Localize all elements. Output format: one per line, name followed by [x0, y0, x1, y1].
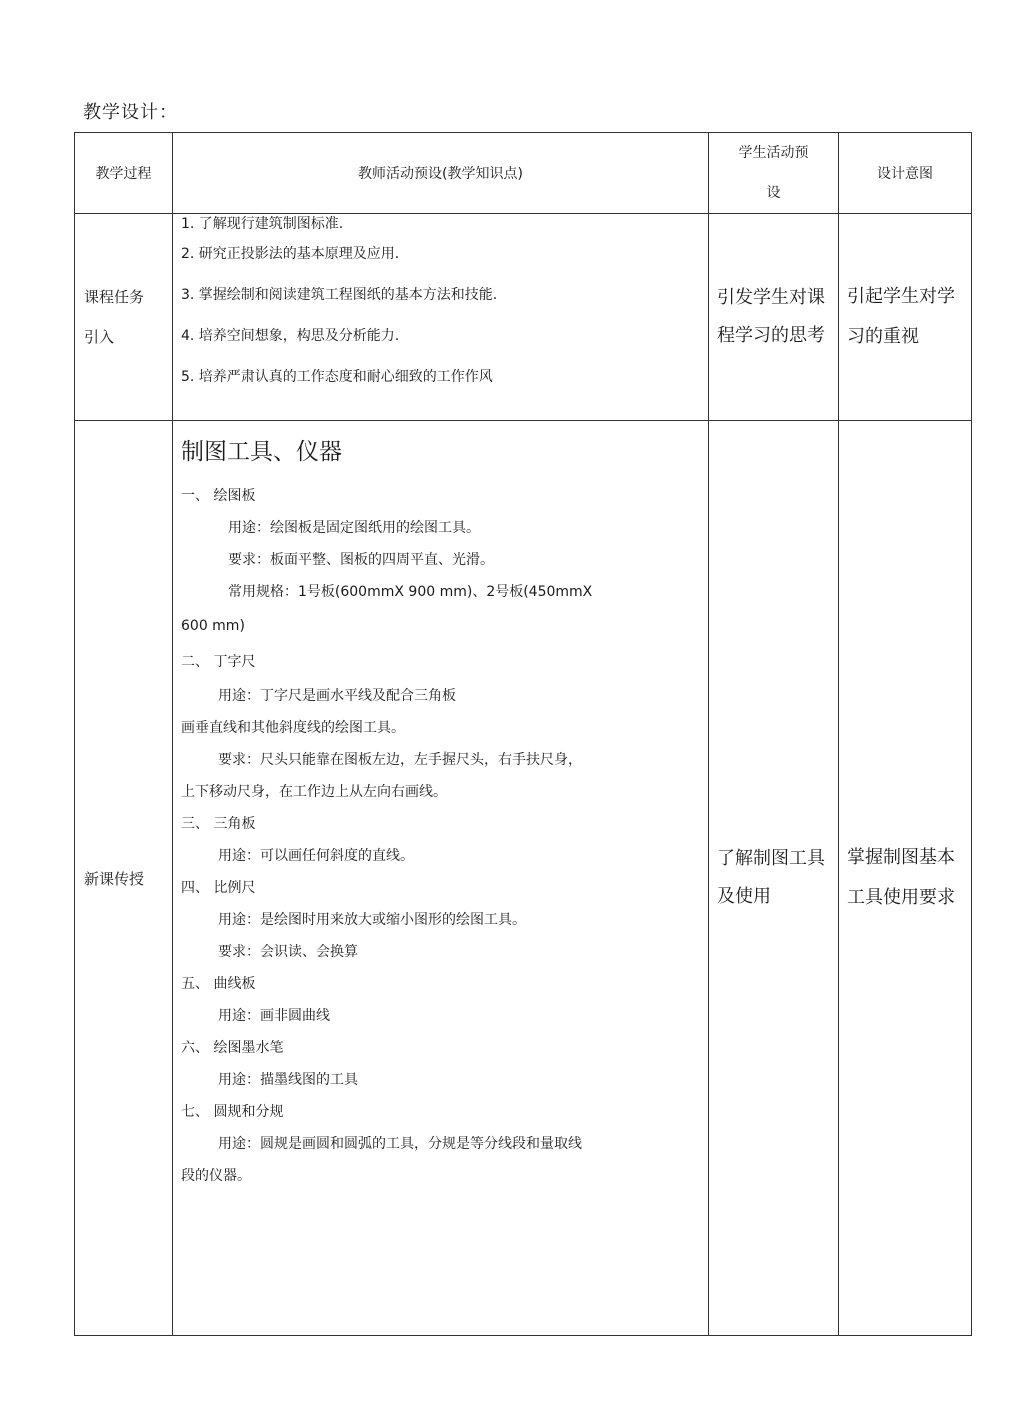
section-line: 上下移动尺身，在工作边上从左向右画线。	[181, 784, 447, 800]
section-heading: 六、 绘图墨水笔	[181, 1040, 284, 1056]
goal-item: 3. 掌握绘制和阅读建筑工程图纸的基本方法和技能.	[181, 287, 498, 303]
header-student-line1: 学生活动预	[738, 145, 809, 161]
section-line: 用途：描墨线图的工具	[218, 1072, 358, 1088]
section-line: 画垂直线和其他斜度线的绘图工具。	[181, 720, 405, 736]
header-teacher-activity: 教师活动预设(教学知识点)	[173, 133, 709, 214]
header-student-activity	[709, 133, 839, 214]
section-line: 用途：丁字尺是画水平线及配合三角板	[218, 688, 456, 704]
section-line: 要求：板面平整、图板的四周平直、光滑。	[228, 552, 494, 568]
section-line: 段的仪器。	[181, 1168, 251, 1184]
section-heading: 三、 三角板	[181, 816, 256, 832]
new-lesson-student-activity: 了解制图工具及使用	[709, 421, 839, 1336]
header-process: 教学过程	[75, 133, 173, 214]
section-heading: 五、 曲线板	[181, 976, 256, 992]
section-heading: 四、 比例尺	[181, 880, 256, 896]
new-lesson-row	[75, 421, 972, 1336]
header-design-intent: 设计意图	[839, 133, 972, 214]
section-line: 用途：圆规是画圆和圆弧的工具，分规是等分线段和量取线	[218, 1136, 582, 1152]
document-heading: 教学设计：	[83, 102, 178, 123]
new-lesson-stage: 新课传授	[75, 421, 173, 1336]
intro-row	[75, 214, 972, 421]
goal-item: 5. 培养严肃认真的工作态度和耐心细致的工作作风	[181, 369, 493, 385]
intro-student-activity: 引发学生对课程学习的思考	[709, 214, 839, 421]
goal-item: 2. 研究正投影法的基本原理及应用.	[181, 246, 400, 262]
lesson-plan-table	[74, 132, 972, 1336]
new-lesson-design-intent: 掌握制图基本工具使用要求	[839, 421, 972, 1336]
goal-item: 4. 培养空间想象，构思及分析能力.	[181, 328, 400, 344]
intro-stage	[75, 214, 173, 421]
section-line: 用途：是绘图时用来放大或缩小图形的绘图工具。	[218, 912, 526, 928]
intro-design-intent: 引起学生对学习的重视	[839, 214, 972, 421]
section-line: 用途：可以画任何斜度的直线。	[218, 848, 414, 864]
section-line: 要求：尺头只能靠在图板左边，左手握尺头，右手扶尺身，	[218, 752, 582, 768]
section-heading: 二、 丁字尺	[181, 654, 256, 670]
goal-item: 1. 了解现行建筑制图标准.	[181, 216, 344, 232]
section-line: 用途：画非圆曲线	[218, 1008, 330, 1024]
intro-stage-line2: 引入	[84, 328, 115, 346]
section-line: 要求：会识读、会换算	[218, 944, 358, 960]
content-title: 制图工具、仪器	[181, 439, 342, 465]
section-line: 用途：绘图板是固定图纸用的绘图工具。	[228, 520, 480, 536]
intro-goals	[173, 214, 709, 421]
intro-stage-line1: 课程任务	[84, 288, 145, 306]
section-heading: 一、 绘图板	[181, 488, 256, 504]
section-line: 600 mm)	[181, 618, 245, 634]
new-lesson-content	[173, 421, 709, 1336]
header-student-line2: 设	[766, 185, 781, 201]
header-row	[75, 133, 972, 214]
section-heading: 七、 圆规和分规	[181, 1104, 284, 1120]
section-line: 常用规格：1号板(600mmX 900 mm)、2号板(450mmX	[228, 584, 593, 600]
